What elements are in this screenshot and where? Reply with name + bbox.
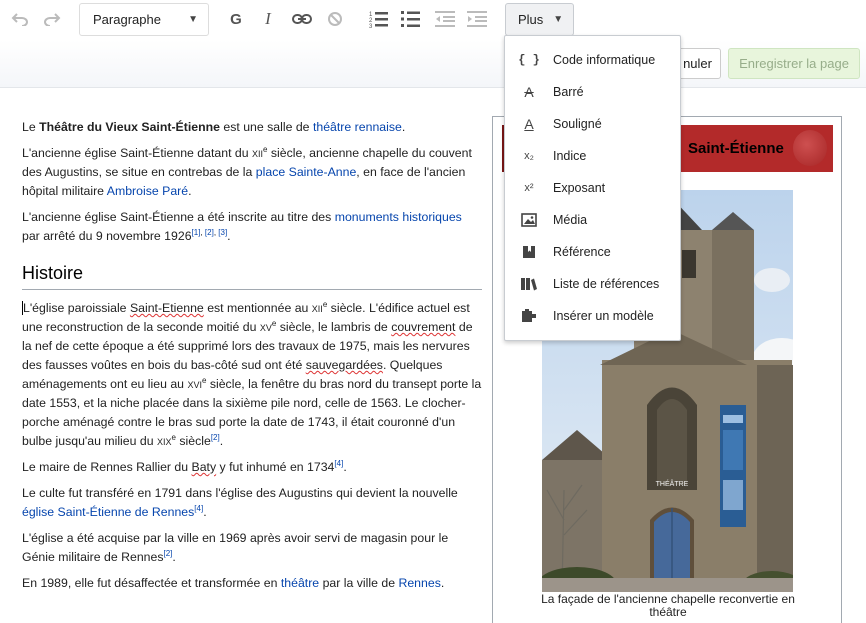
svg-text:1: 1 [369, 12, 373, 18]
clear-formatting-icon[interactable] [323, 8, 347, 30]
menu-item-label: Exposant [553, 181, 606, 195]
reference-link[interactable]: [2] [210, 432, 220, 442]
menu-item-reference[interactable] [505, 236, 680, 268]
text: , en face de l'ancien hôpital militaire [22, 165, 466, 198]
menu-item-strikethrough[interactable] [505, 76, 680, 108]
underline-icon: A [524, 116, 534, 132]
reference-link[interactable]: [2] [163, 548, 173, 558]
century-text: xii [311, 301, 323, 315]
superscript: e [171, 432, 176, 442]
more-button[interactable] [505, 3, 574, 36]
menu-item-label: Référence [553, 245, 611, 259]
text: par arrêté du 9 novembre 1926 [22, 229, 192, 243]
text: . Quelques aménagements ont eu lieu au [22, 358, 443, 391]
text: . [343, 460, 347, 474]
link[interactable]: Ambroise Paré [106, 184, 189, 198]
more-dropdown-menu [504, 35, 681, 341]
link-icon[interactable] [290, 8, 314, 30]
menu-item-label: Liste de références [553, 277, 660, 291]
paragraph-worship [22, 484, 482, 522]
superscript: e [322, 299, 328, 309]
reference-link[interactable]: [1] [191, 227, 201, 237]
century-text: xv [259, 320, 272, 334]
menu-item-references-list[interactable] [505, 268, 680, 300]
template-icon [505, 309, 553, 323]
menu-item-label: Code informatique [553, 53, 656, 67]
text: est mentionnée au [203, 301, 312, 315]
photo-caption: La façade de l'ancienne chapelle reconvertie en théâtre [541, 592, 795, 619]
paragraph-mayor [22, 458, 482, 477]
text: En 1989, elle fut désaffectée et transformée en [22, 576, 281, 590]
text: Le culte fut transféré en 1791 dans l'église des Augustins qui devient la nouvelle [22, 486, 458, 500]
text: L'ancienne église Saint-Étienne datant du [22, 146, 253, 160]
text: L'église paroissiale [23, 301, 130, 315]
bold-text: Théâtre du Vieux Saint-Étienne [39, 120, 220, 134]
format-select-value: Paragraphe [93, 12, 161, 27]
subscript-icon: x₂ [524, 150, 534, 162]
menu-item-insert-template[interactable] [505, 300, 680, 332]
text: . [188, 184, 192, 198]
references-list-icon [505, 277, 553, 291]
code-icon: { } [518, 53, 540, 67]
text: . [172, 550, 176, 564]
text: Le [22, 120, 40, 134]
text: siècle [175, 434, 211, 448]
menu-item-subscript[interactable] [505, 140, 680, 172]
separator: , [200, 227, 205, 237]
text: siècle. L'édifice actuel est une reconstruction de la seconde moitié du [22, 301, 470, 334]
menu-item-label: Média [553, 213, 588, 227]
chevron-down-icon: ▼ [188, 14, 198, 25]
reference-icon [505, 245, 553, 259]
text: . [227, 229, 231, 243]
svg-text:2: 2 [369, 18, 373, 24]
section-heading[interactable]: Histoire [22, 261, 482, 290]
editor-toolbar [0, 0, 866, 40]
cancel-button[interactable]: nuler [655, 48, 721, 79]
reference-link[interactable]: [4] [334, 458, 344, 468]
misspelled-text: sauvegardées [305, 358, 383, 372]
menu-item-label: Souligné [553, 117, 602, 131]
paragraph-acquisition [22, 529, 482, 567]
svg-text:3: 3 [369, 24, 373, 28]
superscript-icon: x² [524, 182, 534, 194]
text: L'ancienne église Saint-Étienne a été inscrite au titre des [22, 210, 335, 224]
link[interactable]: monuments historiques [334, 210, 462, 224]
menu-item-underline[interactable] [505, 108, 680, 140]
chevron-down-icon: ▼ [553, 14, 564, 25]
paragraph-theatre [22, 574, 482, 593]
text: siècle, le lambris de [276, 320, 392, 334]
century-text: xvi [187, 377, 202, 391]
menu-item-media[interactable] [505, 204, 680, 236]
bold-button[interactable]: G [230, 10, 242, 28]
century-text: xix [156, 434, 172, 448]
link[interactable]: Rennes [398, 576, 441, 590]
redo-icon[interactable] [40, 8, 64, 30]
misspelled-text: Saint-Etienne [129, 301, 204, 315]
outdent-icon[interactable] [433, 8, 457, 30]
strikethrough-icon: A [524, 84, 534, 100]
reference-link[interactable]: [2] [204, 227, 214, 237]
paragraph-location [22, 144, 482, 201]
reference-link[interactable]: [4] [194, 503, 204, 513]
paragraph-format-select[interactable] [79, 3, 209, 36]
photo-sign-text: THÉÂTRE [655, 481, 689, 488]
numbered-list-icon[interactable] [367, 8, 391, 30]
link[interactable]: théâtre [312, 120, 352, 134]
infobox-title: Saint-Étienne [688, 140, 784, 157]
text: L'église a été acquise par la ville en 1969 après avoir servi de magasin pour le Génie militaire de Rennes [22, 531, 449, 564]
separator: , [213, 227, 219, 237]
undo-icon[interactable] [8, 8, 32, 30]
text: . [219, 434, 224, 448]
superscript: e [263, 144, 268, 154]
more-button-label: Plus [518, 12, 544, 27]
text: siècle, ancienne chapelle du couvent des Augustins, se situe en contrebas de la [22, 146, 472, 179]
menu-item-label: Barré [553, 85, 584, 99]
link[interactable]: église Saint-Étienne de Rennes [22, 505, 195, 519]
century-text: xii [252, 146, 264, 160]
text: . [203, 505, 207, 519]
article-body[interactable] [22, 118, 482, 600]
paragraph-intro [22, 118, 482, 137]
menu-item-code[interactable] [505, 44, 680, 76]
theatre-mask-icon [793, 130, 827, 166]
text: . [401, 120, 406, 134]
menu-item-superscript[interactable] [505, 172, 680, 204]
text: siècle, la fenêtre du bras nord du transept porte la date 1553, et la niche placée dans la sixième pile nord, celle de 1563. Le clocher-porche aménagé contre le bras sud porte la date de 1743, il était couronné d'un bulbe jusqu'au milieu du [22, 377, 482, 448]
text: Le maire de Rennes Rallier du [22, 460, 192, 474]
text: y fut inhumé en 1734 [216, 460, 335, 474]
superscript: e [271, 318, 277, 328]
paragraph-history [22, 299, 482, 451]
italic-button[interactable]: I [265, 9, 271, 28]
superscript: e [201, 375, 207, 385]
menu-item-label: Insérer un modèle [553, 309, 654, 323]
text: . [440, 576, 445, 590]
misspelled-text: Baty [191, 460, 217, 474]
link[interactable]: théâtre [280, 576, 320, 590]
bulleted-list-icon[interactable] [399, 8, 423, 30]
menu-item-label: Indice [553, 149, 587, 163]
link[interactable]: place Sainte-Anne [255, 165, 357, 179]
text: est une salle de [219, 120, 313, 134]
media-icon [505, 213, 553, 227]
text: de la nef de cette époque a été supprimé lors des travaux de 1975, mais les nervures des fausses voûtes en bois du bas-côté sud ont été [22, 320, 473, 372]
text: par la ville de [319, 576, 399, 590]
reference-link[interactable]: [3] [218, 227, 228, 237]
save-page-button[interactable]: Enregistrer la page [728, 48, 860, 79]
paragraph-monument [22, 208, 482, 246]
link[interactable]: rennaise [354, 120, 402, 134]
indent-icon[interactable] [465, 8, 489, 30]
misspelled-text: couvrement [391, 320, 456, 334]
